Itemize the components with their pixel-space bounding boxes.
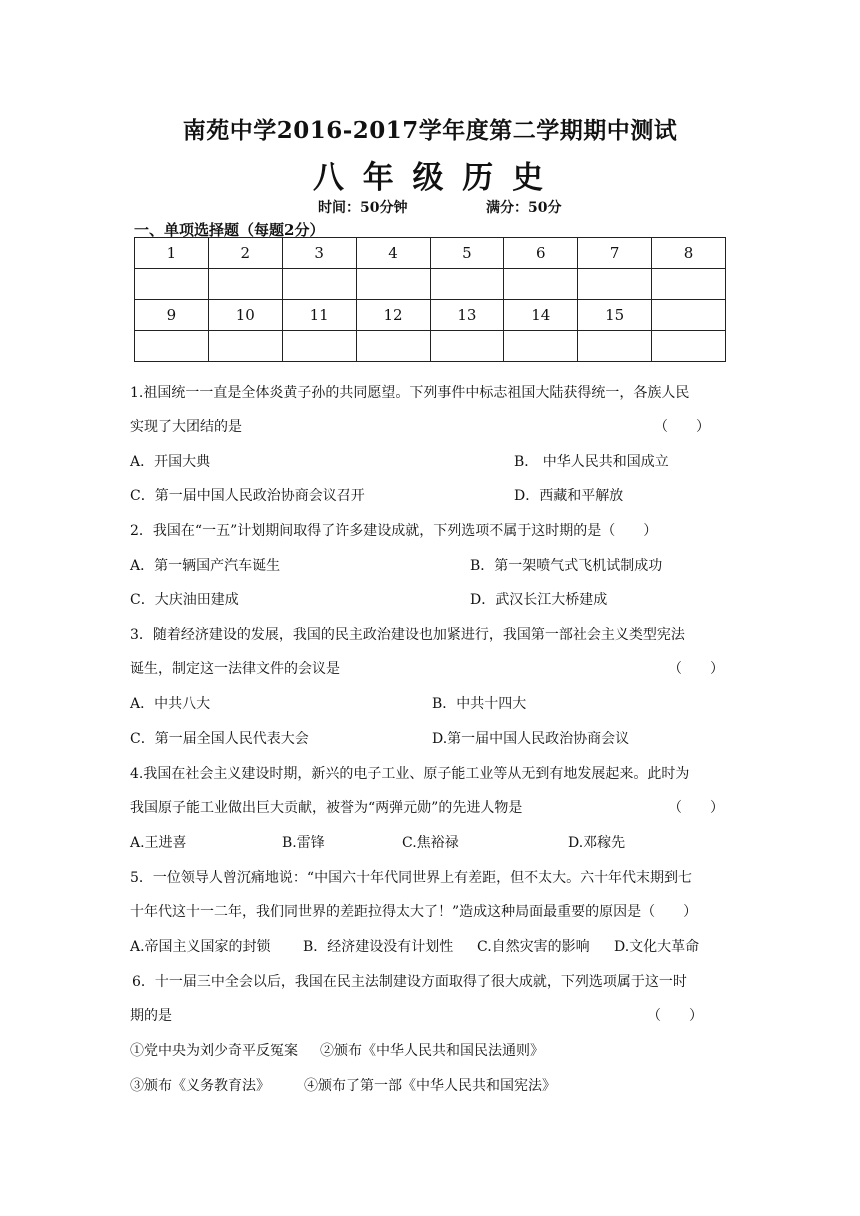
question-5-option-b: B．经济建设没有计划性 [303,939,454,955]
question-4-option-d: D.邓稼先 [568,835,626,851]
section-heading: 一、单项选择题（每题2分） [134,221,325,239]
exam-subject: 八 年 级 历 史 [312,160,548,196]
question-6-option-4: ④颁布了第一部《中华人民共和国宪法》 [304,1078,556,1094]
answer-cell[interactable] [504,331,578,362]
answer-number: 14 [504,300,578,331]
answer-grid-number-row [135,238,726,269]
answer-number: 15 [578,300,652,331]
question-2-option-b: B．第一架喷气式飞机试制成功 [470,558,663,574]
answer-cell[interactable] [504,269,578,300]
question-1-option-c: C．第一届中国人民政治协商会议召开 [130,488,365,504]
question-6-line-2: 期的是 [130,1008,172,1024]
answer-cell[interactable] [356,331,430,362]
question-1-option-a: A．开国大典 [130,454,211,470]
answer-cell[interactable] [356,269,430,300]
answer-number: 3 [282,238,356,269]
question-3-option-c: C．第一届全国人民代表大会 [130,731,309,747]
question-4-answer-bracket: （ ） [668,800,724,816]
question-5-option-d: D.文化大革命 [614,939,700,955]
question-4-line-1: 4.我国在社会主义建设时期，新兴的电子工业、原子能工业等从无到有地发展起来。此时为 [130,766,690,782]
question-2-option-d: D．武汉长江大桥建成 [470,592,608,608]
answer-cell[interactable] [282,269,356,300]
answer-cell[interactable] [208,269,282,300]
answer-number: 2 [208,238,282,269]
question-4-option-c: C.焦裕禄 [402,835,459,851]
answer-cell[interactable] [578,269,652,300]
answer-number [652,300,726,331]
question-6-option-2: ②颁布《中华人民共和国民法通则》 [320,1043,544,1059]
question-3-line-2: 诞生，制定这一法律文件的会议是 [130,661,340,677]
question-1-answer-bracket: （ ） [654,419,710,435]
exam-score: 满分：50分 [486,200,562,216]
exam-title: 南苑中学2016-2017学年度第二学期期中测试 [182,117,678,144]
answer-cell[interactable] [430,269,504,300]
question-6-answer-bracket: （ ） [647,1008,703,1024]
answer-number: 13 [430,300,504,331]
answer-cell[interactable] [430,331,504,362]
question-5-option-c: C.自然灾害的影响 [477,939,590,955]
answer-cell[interactable] [208,331,282,362]
answer-number: 1 [135,238,209,269]
question-5-line-1: 5．一位领导人曾沉痛地说：“中国六十年代同世界上有差距，但不太大。六十年代末期到七 [130,870,693,886]
answer-grid-number-row [135,300,726,331]
question-2-line-1: 2．我国在“一五”计划期间取得了许多建设成就，下列选项不属于这时期的是（ ） [130,523,658,539]
answer-number: 5 [430,238,504,269]
answer-number: 4 [356,238,430,269]
answer-cell[interactable] [578,331,652,362]
question-6-option-3: ③颁布《义务教育法》 [130,1078,270,1094]
question-6-line-1: 6．十一届三中全会以后，我国在民主法制建设方面取得了很大成就，下列选项属于这一时 [132,974,687,990]
question-4-line-2: 我国原子能工业做出巨大贡献，被誉为“两弹元勋”的先进人物是 [130,800,523,816]
answer-number: 11 [282,300,356,331]
question-3-option-b: B．中共十四大 [432,696,527,712]
question-4-option-b: B.雷锋 [282,835,325,851]
answer-number: 12 [356,300,430,331]
answer-grid [134,237,726,362]
answer-cell[interactable] [652,331,726,362]
answer-cell[interactable] [135,331,209,362]
answer-cell[interactable] [282,331,356,362]
question-5-line-2: 十年代这十一二年，我们同世界的差距拉得太大了！”造成这种局面最重要的原因是（ ） [130,904,698,920]
answer-cell[interactable] [135,269,209,300]
question-1-option-b: B． 中华人民共和国成立 [514,454,669,470]
answer-number: 8 [652,238,726,269]
question-1-option-d: D．西藏和平解放 [514,488,624,504]
exam-time: 时间：50分钟 [318,200,408,216]
answer-number: 6 [504,238,578,269]
answer-number: 10 [208,300,282,331]
question-2-option-c: C．大庆油田建成 [130,592,239,608]
answer-grid-blank-row [135,331,726,362]
question-3-option-a: A．中共八大 [130,696,211,712]
question-6-option-1: ①党中央为刘少奇平反冤案 [130,1043,298,1059]
answer-number: 7 [578,238,652,269]
answer-grid-blank-row [135,269,726,300]
question-1-line-1: 1.祖国统一一直是全体炎黄子孙的共同愿望。下列事件中标志祖国大陆获得统一，各族人民 [130,385,690,401]
question-4-option-a: A.王进喜 [130,835,187,851]
question-3-option-d: D.第一届中国人民政治协商会议 [432,731,630,747]
question-2-option-a: A．第一辆国产汽车诞生 [130,558,281,574]
answer-cell[interactable] [652,269,726,300]
question-3-answer-bracket: （ ） [668,661,724,677]
answer-number: 9 [135,300,209,331]
question-1-line-2: 实现了大团结的是 [130,419,242,435]
question-5-option-a: A.帝国主义国家的封锁 [130,939,271,955]
question-3-line-1: 3．随着经济建设的发展，我国的民主政治建设也加紧进行，我国第一部社会主义类型宪法 [130,627,685,643]
